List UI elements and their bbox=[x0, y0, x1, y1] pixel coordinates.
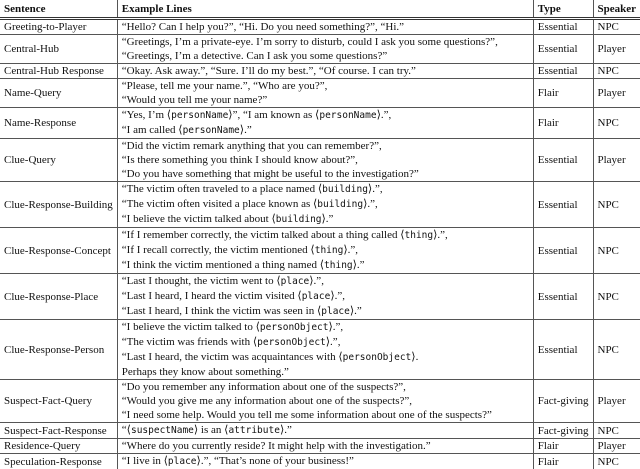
example-line: “I believe the victim talked to ⟨personObject⟩.”, bbox=[122, 320, 529, 335]
type-cell: Essential bbox=[533, 274, 593, 320]
speaker-cell: NPC bbox=[593, 108, 640, 139]
example-line: “Last I heard, the victim was acquaintances with ⟨personObject⟩. bbox=[122, 350, 529, 365]
type-cell: Essential bbox=[533, 139, 593, 182]
type-cell: Flair bbox=[533, 79, 593, 108]
speaker-cell: NPC bbox=[593, 320, 640, 380]
example-line: “Do you have something that might be useful to the investigation?” bbox=[122, 167, 529, 181]
placeholder: thing bbox=[315, 245, 344, 256]
table-row bbox=[0, 454, 640, 469]
speaker-cell: NPC bbox=[593, 423, 640, 439]
placeholder: building bbox=[322, 184, 368, 195]
placeholder: personObject bbox=[343, 352, 412, 363]
example-line: “I believe the victim talked about ⟨building⟩.” bbox=[122, 212, 529, 227]
header-sentence: Sentence bbox=[0, 0, 117, 19]
example-line: “Is there something you think I should know about?”, bbox=[122, 153, 529, 167]
placeholder: thing bbox=[324, 260, 353, 271]
type-cell: Essential bbox=[533, 64, 593, 79]
sentence-cell: Name-Query bbox=[0, 79, 117, 108]
placeholder: personObject bbox=[260, 322, 329, 333]
example-line: “Last I heard, I think the victim was seen in ⟨place⟩.” bbox=[122, 304, 529, 319]
table-row bbox=[0, 439, 640, 454]
example-line: “Okay. Ask away.”, “Sure. I’ll do my best.”, “Of course. I can try.” bbox=[122, 64, 529, 78]
placeholder: place bbox=[302, 291, 331, 302]
example-line: “Greetings, I’m a detective. Can I ask you some questions?” bbox=[122, 49, 529, 63]
example-line: “Hello? Can I help you?”, “Hi. Do you need something?”, “Hi.” bbox=[122, 20, 529, 34]
example-line: “Last I heard, I heard the victim visited ⟨place⟩.”, bbox=[122, 289, 529, 304]
example-lines-cell bbox=[117, 139, 533, 182]
example-line: “The victim often traveled to a place named ⟨building⟩.”, bbox=[122, 182, 529, 197]
header-example-lines: Example Lines bbox=[117, 0, 533, 19]
type-cell: Fact-giving bbox=[533, 380, 593, 423]
example-line: “If I remember correctly, the victim talked about a thing called ⟨thing⟩.”, bbox=[122, 228, 529, 243]
type-cell: Essential bbox=[533, 228, 593, 274]
placeholder: place bbox=[168, 456, 197, 467]
table-row bbox=[0, 274, 640, 320]
example-line: “I live in ⟨place⟩.”, “That’s none of your business!” bbox=[122, 454, 529, 469]
type-cell: Flair bbox=[533, 454, 593, 469]
table-row bbox=[0, 423, 640, 439]
table-row bbox=[0, 182, 640, 228]
placeholder: thing bbox=[405, 230, 434, 241]
example-lines-cell bbox=[117, 182, 533, 228]
example-line: “Do you remember any information about one of the suspects?”, bbox=[122, 380, 529, 394]
placeholder: building bbox=[317, 199, 363, 210]
example-lines-cell bbox=[117, 454, 533, 469]
speaker-cell: NPC bbox=[593, 274, 640, 320]
placeholder: building bbox=[276, 214, 322, 225]
type-cell: Essential bbox=[533, 35, 593, 64]
sentence-cell: Clue-Query bbox=[0, 139, 117, 182]
speaker-cell: NPC bbox=[593, 454, 640, 469]
sentence-cell: Clue-Response-Place bbox=[0, 274, 117, 320]
type-cell: Flair bbox=[533, 439, 593, 454]
sentence-cell: Speculation-Response bbox=[0, 454, 117, 469]
example-line: “I think the victim mentioned a thing named ⟨thing⟩.” bbox=[122, 258, 529, 273]
placeholder: place bbox=[321, 306, 350, 317]
example-line: “Please, tell me your name.”, “Who are you?”, bbox=[122, 79, 529, 93]
placeholder: personName bbox=[183, 125, 240, 136]
table-row bbox=[0, 139, 640, 182]
table-row bbox=[0, 64, 640, 79]
example-lines-cell bbox=[117, 439, 533, 454]
type-cell: Essential bbox=[533, 182, 593, 228]
table-row bbox=[0, 228, 640, 274]
table-row bbox=[0, 79, 640, 108]
speaker-cell: Player bbox=[593, 79, 640, 108]
example-line: “Did the victim remark anything that you can remember?”, bbox=[122, 139, 529, 153]
example-line: “Yes, I’m ⟨personName⟩”, “I am known as ⟨personName⟩.”, bbox=[122, 108, 529, 123]
example-lines-cell bbox=[117, 19, 533, 35]
speaker-cell: Player bbox=[593, 139, 640, 182]
sentence-cell: Suspect-Fact-Response bbox=[0, 423, 117, 439]
header-speaker: Speaker bbox=[593, 0, 640, 19]
placeholder: attribute bbox=[228, 425, 279, 436]
type-cell: Essential bbox=[533, 19, 593, 35]
example-line: “I need some help. Would you tell me some information about one of the suspects?” bbox=[122, 408, 529, 422]
header-row bbox=[0, 0, 640, 19]
table-row bbox=[0, 108, 640, 139]
example-line: “Last I thought, the victim went to ⟨place⟩.”, bbox=[122, 274, 529, 289]
sentence-cell: Residence-Query bbox=[0, 439, 117, 454]
example-lines-cell bbox=[117, 274, 533, 320]
example-lines-cell bbox=[117, 64, 533, 79]
example-line: “The victim often visited a place known as ⟨building⟩.”, bbox=[122, 197, 529, 212]
placeholder: suspectName bbox=[131, 425, 194, 436]
speaker-cell: Player bbox=[593, 380, 640, 423]
example-lines-cell bbox=[117, 380, 533, 423]
speaker-cell: Player bbox=[593, 439, 640, 454]
example-line: “Would you give me any information about one of the suspects?”, bbox=[122, 394, 529, 408]
header-type: Type bbox=[533, 0, 593, 19]
example-line: “If I recall correctly, the victim mentioned ⟨thing⟩.”, bbox=[122, 243, 529, 258]
table-row bbox=[0, 19, 640, 35]
table-row bbox=[0, 320, 640, 380]
example-lines-cell bbox=[117, 79, 533, 108]
example-line: “The victim was friends with ⟨personObject⟩.”, bbox=[122, 335, 529, 350]
sentence-cell: Name-Response bbox=[0, 108, 117, 139]
sentence-cell: Clue-Response-Concept bbox=[0, 228, 117, 274]
table-row bbox=[0, 35, 640, 64]
sentence-cell: Greeting-to-Player bbox=[0, 19, 117, 35]
speaker-cell: Player bbox=[593, 35, 640, 64]
sentence-cell: Clue-Response-Building bbox=[0, 182, 117, 228]
example-line: “⟨suspectName⟩ is an ⟨attribute⟩.” bbox=[122, 423, 529, 438]
speaker-cell: NPC bbox=[593, 182, 640, 228]
sentence-cell: Suspect-Fact-Query bbox=[0, 380, 117, 423]
example-lines-cell bbox=[117, 423, 533, 439]
placeholder: personName bbox=[171, 110, 228, 121]
example-line: Perhaps they know about something.” bbox=[122, 365, 529, 379]
example-line: “I am called ⟨personName⟩.” bbox=[122, 123, 529, 138]
placeholder: place bbox=[281, 276, 310, 287]
example-lines-cell bbox=[117, 35, 533, 64]
example-line: “Greetings, I’m a private-eye. I’m sorry to disturb, could I ask you some questions?”, bbox=[122, 35, 529, 49]
type-cell: Fact-giving bbox=[533, 423, 593, 439]
placeholder: personObject bbox=[257, 337, 326, 348]
speaker-cell: NPC bbox=[593, 228, 640, 274]
example-lines-cell bbox=[117, 320, 533, 380]
example-line: “Where do you currently reside? It might help with the investigation.” bbox=[122, 439, 529, 453]
type-cell: Flair bbox=[533, 108, 593, 139]
sentence-cell: Clue-Response-Person bbox=[0, 320, 117, 380]
example-lines-cell bbox=[117, 228, 533, 274]
speaker-cell: NPC bbox=[593, 19, 640, 35]
example-lines-cell bbox=[117, 108, 533, 139]
type-cell: Essential bbox=[533, 320, 593, 380]
sentence-cell: Central-Hub bbox=[0, 35, 117, 64]
sentence-cell: Central-Hub Response bbox=[0, 64, 117, 79]
speaker-cell: NPC bbox=[593, 64, 640, 79]
placeholder: personName bbox=[319, 110, 376, 121]
example-line: “Would you tell me your name?” bbox=[122, 93, 529, 107]
table-row bbox=[0, 380, 640, 423]
